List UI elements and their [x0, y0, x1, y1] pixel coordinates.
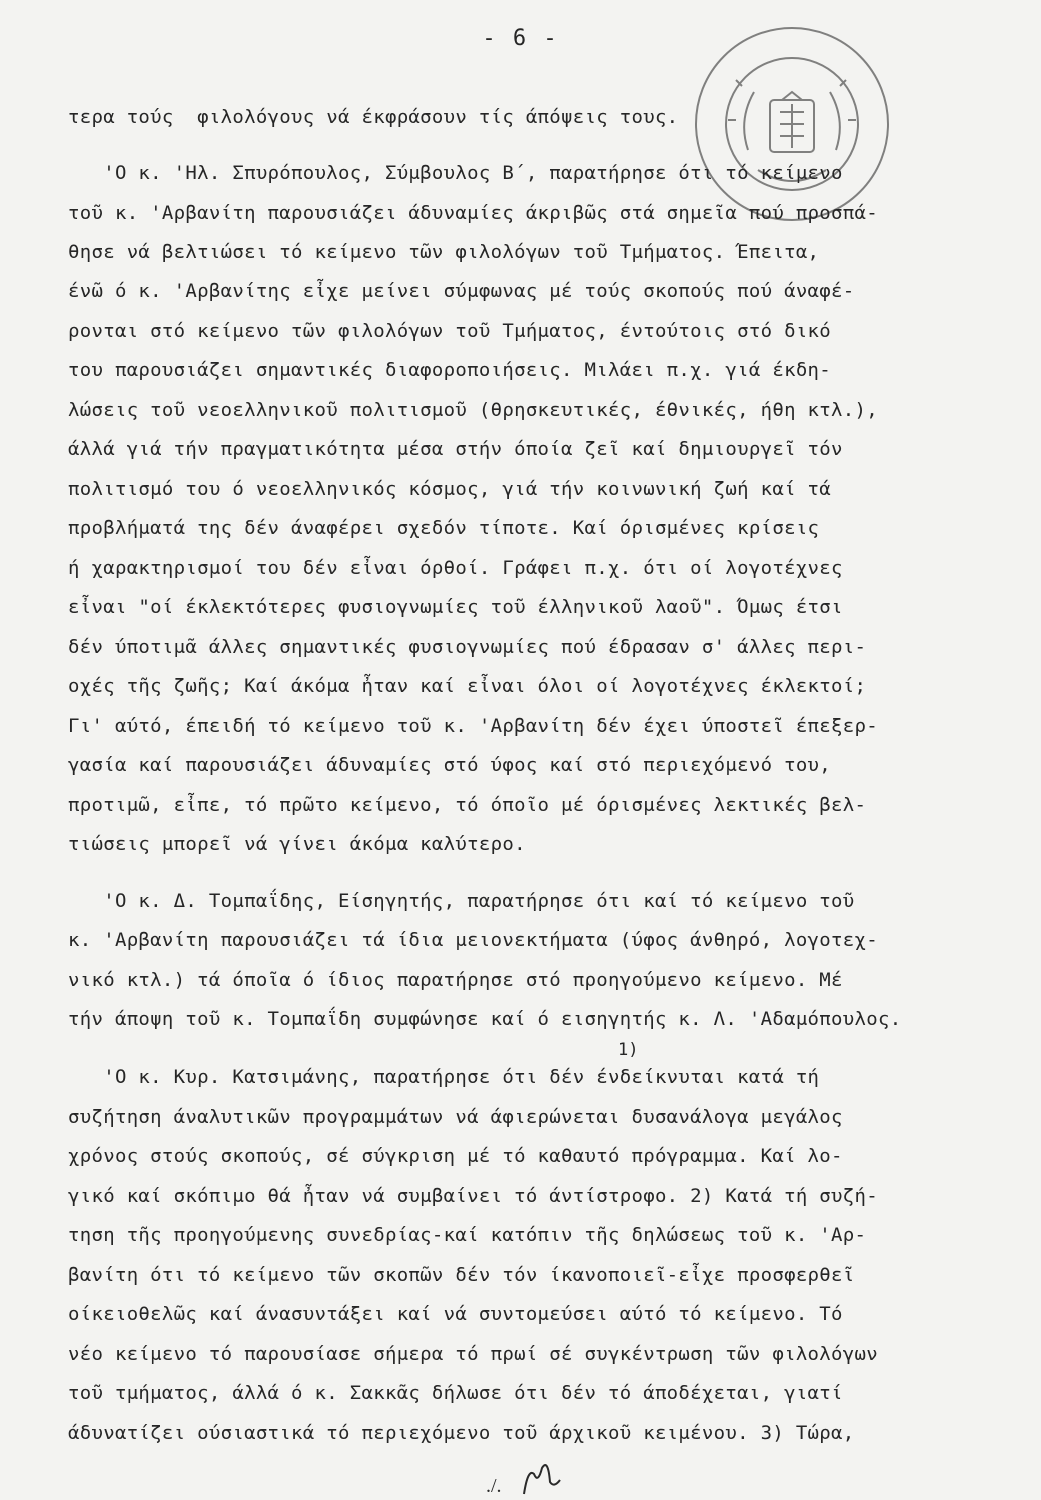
text-line: ρονται στό κείμενο τῶν φιλολόγων τοῦ Τμήματος, έντούτοις στό δικό [68, 320, 832, 342]
footnote-marker: 1) [618, 1040, 639, 1060]
text-line: προτιμῶ, εἶπε, τό πρῶτο κείμενο, τό όποῖο μέ όρισμένες λεκτικές βελ- [68, 794, 867, 816]
text-line: πολιτισμό του ό νεοελληνικός κόσμος, γιά τήν κοινωνική ζωή καί τά [68, 478, 832, 500]
text-line: άλλά γιά τήν πραγματικότητα μέσα στήν όποία ζεῖ καί δημιουργεῖ τόν [68, 438, 843, 460]
text-line: δέν ύποτιμᾶ άλλες σημαντικές φυσιογνωμίες πού έδρασαν σ' άλλες περι- [68, 636, 867, 658]
text-line: συζήτηση άναλυτικῶν προγραμμάτων νά άφιερώνεται δυσανάλογα μεγάλος [68, 1106, 843, 1128]
text-line: οίκειοθελῶς καί άνασυντάξει καί νά συντομεύσει αύτό τό κείμενο. Τό [68, 1303, 843, 1325]
text-line: ένῶ ό κ. 'Αρβανίτης εἶχε μείνει σύμφωνας μέ τούς σκοπούς πού άναφέ- [68, 280, 855, 302]
continuation-mark: ./. [486, 1475, 502, 1497]
text-line: 'Ο κ. Κυρ. Κατσιμάνης, παρατήρησε ότι δέν ένδείκνυται κατά τή [68, 1066, 820, 1088]
text-line: θησε νά βελτιώσει τό κείμενο τῶν φιλολόγων τοῦ Τμήματος. Έπειτα, [68, 241, 820, 263]
text-line: βανίτη ότι τό κείμενο τῶν σκοπῶν δέν τόν ίκανοποιεῖ-εἶχε προσφερθεῖ [68, 1264, 855, 1286]
text-line: τερα τούς φιλολόγους νά έκφράσουν τίς άπόψεις τους. [68, 106, 679, 128]
text-line: τηση τῆς προηγούμενης συνεδρίας-καί κατόπιν τῆς δηλώσεως τοῦ κ. 'Αρ- [68, 1224, 867, 1246]
text-line: νέο κείμενο τό παρουσίασε σήμερα τό πρωί σέ συγκέντρωση τῶν φιλολόγων [68, 1343, 878, 1365]
text-line: τοῦ κ. 'Αρβανίτη παρουσιάζει άδυναμίες άκριβῶς στά σημεῖα πού προσπά- [68, 202, 878, 224]
text-line: γασία καί παρουσιάζει άδυναμίες στό ύφος καί στό περιεχόμενό του, [68, 754, 832, 776]
text-line: άδυνατίζει ούσιαστικά τό περιεχόμενο τοῦ άρχικοῦ κειμένου. 3) Τώρα, [68, 1422, 855, 1444]
text-line: τήν άποψη τοῦ κ. Τομπαΐδη συμφώνησε καί ό εισηγητής κ. Λ. 'Αδαμόπουλος. [68, 1008, 902, 1030]
text-line: εἶναι "οί έκλεκτότερες φυσιογνωμίες τοῦ έλληνικοῦ λαοῦ". Όμως έτσι [68, 596, 843, 618]
text-line: χρόνος στούς σκοπούς, σέ σύγκριση μέ τό καθαυτό πρόγραμμα. Καί λο- [68, 1145, 843, 1167]
text-line: οχές τῆς ζωῆς; Καί άκόμα ἦταν καί εἶναι όλοι οί λογοτέχνες έκλεκτοί; [68, 675, 867, 697]
text-line: τιώσεις μπορεῖ νά γίνει άκόμα καλύτερο. [68, 833, 526, 855]
text-line: Γι' αύτό, έπειδή τό κείμενο τοῦ κ. 'Αρβανίτη δέν έχει ύποστεῖ έπεξερ- [68, 715, 878, 737]
text-line: 'Ο κ. Δ. Τομπαΐδης, Είσηγητής, παρατήρησε ότι καί τό κείμενο τοῦ [68, 890, 855, 912]
text-line: λώσεις τοῦ νεοελληνικοῦ πολιτισμοῦ (θρησκευτικές, έθνικές, ήθη κτλ.), [68, 399, 878, 421]
text-line: 'Ο κ. 'Ηλ. Σπυρόπουλος, Σύμβουλος Β΄, παρατήρησε ότι τό κείμενο [68, 162, 843, 184]
initials-signature [484, 1458, 574, 1500]
text-line: ή χαρακτηρισμοί του δέν εἶναι όρθοί. Γράφει π.χ. ότι οί λογοτέχνες [68, 557, 843, 579]
text-line: νικό κτλ.) τά όποῖα ό ίδιος παρατήρησε στό προηγούμενο κείμενο. Μέ [68, 969, 843, 991]
text-line: τοῦ τμήματος, άλλά ό κ. Σακκᾶς δήλωσε ότι δέν τό άποδέχεται, γιατί [68, 1382, 843, 1404]
text-line: του παρουσιάζει σημαντικές διαφοροποιήσεις. Μιλάει π.χ. γιά έκδη- [68, 359, 832, 381]
text-line: γικό καί σκόπιμο θά ἦταν νά συμβαίνει τό άντίστροφο. 2) Κατά τή συζή- [68, 1185, 878, 1207]
text-line: κ. 'Αρβανίτη παρουσιάζει τά ίδια μειονεκτήματα (ύφος άνθηρό, λογοτεχ- [68, 929, 878, 951]
text-line: προβλήματά της δέν άναφέρει σχεδόν τίποτε. Καί όρισμένες κρίσεις [68, 517, 820, 539]
page-number: - 6 - [482, 26, 559, 51]
